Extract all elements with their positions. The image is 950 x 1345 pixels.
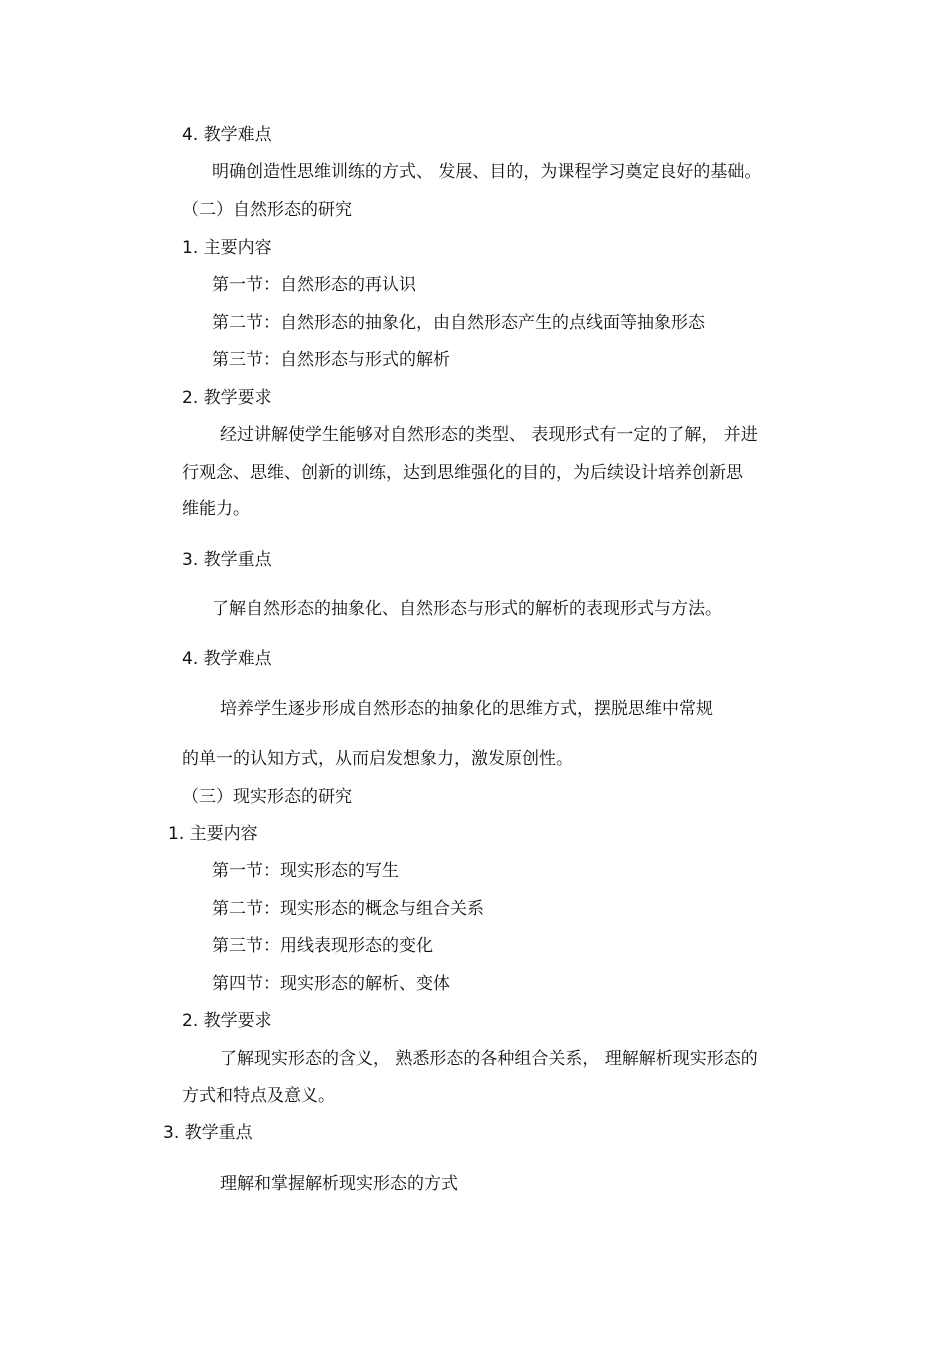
paragraph-line: 维能力。 [182,499,250,519]
paragraph-line: 理解和掌握解析现实形态的方式 [220,1174,458,1194]
list-item: 第三节：自然形态与形式的解析 [212,350,450,370]
heading-teaching-requirements: 2. 教学要求 [182,1011,272,1031]
heading-teaching-difficulty: 4. 教学难点 [182,649,272,669]
paragraph-line: 的单一的认知方式，从而启发想象力，激发原创性。 [182,749,573,769]
list-item: 第三节：用线表现形态的变化 [212,936,433,956]
list-item: 第二节：现实形态的概念与组合关系 [212,899,484,919]
paragraph-line: 了解自然形态的抽象化、自然形态与形式的解析的表现形式与方法。 [212,599,722,619]
heading-teaching-focus: 3. 教学重点 [163,1123,253,1143]
paragraph-line: 明确创造性思维训练的方式、 发展、目的，为课程学习奠定良好的基础。 [212,162,762,182]
paragraph-line: 行观念、思维、创新的训练，达到思维强化的目的，为后续设计培养创新思 [182,463,743,483]
heading-teaching-focus: 3. 教学重点 [182,550,272,570]
list-item: 第四节：现实形态的解析、变体 [212,974,450,994]
heading-main-content: 1. 主要内容 [182,238,272,258]
paragraph-line: 经过讲解使学生能够对自然形态的类型、 表现形式有一定的了解， 并进 [220,425,758,445]
list-item: 第二节：自然形态的抽象化，由自然形态产生的点线面等抽象形态 [212,313,705,333]
list-item: 第一节：自然形态的再认识 [212,275,416,295]
section-heading-natural-form: （二）自然形态的研究 [182,200,352,220]
section-heading-real-form: （三）现实形态的研究 [182,787,352,807]
paragraph-line: 方式和特点及意义。 [182,1086,335,1106]
heading-main-content: 1. 主要内容 [168,824,258,844]
paragraph-line: 了解现实形态的含义， 熟悉形态的各种组合关系， 理解解析现实形态的 [220,1049,758,1069]
heading-teaching-difficulty: 4. 教学难点 [182,125,272,145]
paragraph-line: 培养学生逐步形成自然形态的抽象化的思维方式，摆脱思维中常规 [220,699,713,719]
heading-teaching-requirements: 2. 教学要求 [182,388,272,408]
list-item: 第一节：现实形态的写生 [212,861,399,881]
